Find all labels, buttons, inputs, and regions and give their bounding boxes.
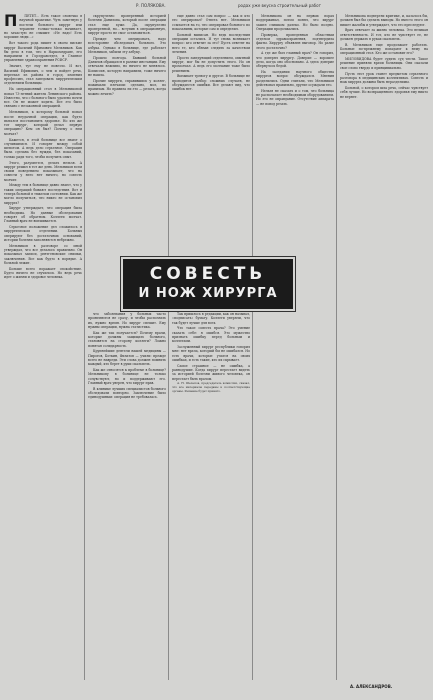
paragraph: Как же относятся к проблеме в больнице? Мельникову в больнице не только сочувствуют, но и поддерживают его. Главный врач уверен, что хирург прав.: [88, 368, 166, 385]
column-rule: [336, 14, 337, 680]
paragraph: Больше всего поражает спокойствие. Будто ничего не случилось. Но ведь речь идет о жизни и здоровье человека.: [4, 266, 82, 280]
paragraph: Просто заведующий отделением, опытный хирург, мог бы не допустить этого. Но он промолчал. А ведь его молчание тоже было решением.: [172, 55, 250, 73]
paragraph: Как же так получается? Почему врачи, которые должны защищать больного, становятся на сторону коллеги? Ложно понятая солидарность.: [88, 330, 166, 348]
author-signature: А. АЛЕКСАНДРОВ.: [350, 684, 393, 689]
paragraph: Мельникова подвергли критике, и, казалось бы, должен был бы сделать выводы. Но вместо этого он пишет жалобы и утверждает, что его преследуют.: [340, 14, 428, 27]
paragraph: Кажется, в этой больнице все знают о случившемся. И говорят между собой шепотом. А ведь дело серьезное. Операция была сделана без нужды, без показаний, только ради того, чтобы получить опыт.: [4, 137, 82, 159]
paragraph: Так пришлось в редакции, как он называл, «подписать» бумагу. Коллеги уверяли, что так будет лучше для всех.: [172, 312, 250, 325]
header-right-fragment: родах уже вкусна строительный работ: [238, 3, 321, 8]
paragraph: Вызывает тревогу и другое. В больнице не проводится разбор сложных случаев, не обсуждаются ошибки. Все делают вид, что ошибок нет.: [172, 74, 250, 92]
column-rule: [252, 14, 253, 680]
paragraph: Значит, тут ему не повезло. И вот, Василий Ефимович, о чем и пойдет речь, переехал из района в город, изменил профессию, стал заведовать хирургическим отделением больницы.: [4, 64, 82, 86]
paragraph: Больной выписан. Но ведь последствия операции остались. И тут снова возникает вопрос: кто ответит за это? Пусть ответят на него те, кто обязан следить за качеством лечения.: [172, 32, 250, 54]
paragraph: Проверка, проведенная областным отделом здравоохранения, подтвердила факты. Хирургу объявлен выговор. Но разве этого достаточно?: [256, 32, 334, 50]
paragraph: Мельникова он на первых порах поддерживал, потом понял, что хирург зашел слишком далеко. Но было поздно. Операции продолжались.: [256, 14, 334, 31]
article-column-3-lower: [172, 312, 250, 678]
paragraph: На операционный стол в Мельниковой попал 73-летний житель Ленинского района. Известно, что с больного было удалено почти все. Он не может ходить. Все это было связано с незаконной операцией.: [4, 87, 82, 109]
paragraph: Мельников, к которому больной попал после неудачной операции, как будто пытался восстановить здоровье. Но кто же тот хирург, который делал первую операцию? Кем он был? Почему о нем молчат?: [4, 110, 82, 136]
paragraph: Крупнейшие деятели нашей медицины — Пирогов, Боткин, Филатов — учили: прежде всего не навреди. Эти слова должен помнить каждый, кто берет в руки скальпель.: [88, 349, 166, 367]
paragraph: На заседании научного общества хирургов вопрос обсуждался. Мнения разделились. Одни считали, что Мельников действовал правильно, другие осуждали его.: [256, 70, 334, 87]
paragraph: В. Мельников еще продолжает работать. Больные по-прежнему попадают к нему на операционный стол. Кто же остановит его?: [340, 42, 428, 56]
column-rule: [168, 14, 169, 680]
paragraph: А. Н. Шелепов, председатель комиссии, сказал, что все материалы переданы в соответствующие органы. Решение будет принято.: [172, 381, 250, 393]
paragraph: Вот такого рода пишет в своем письме хирург Василий Ефимович Мельников. Как бы дело в том, что в Наркомздраве, его направили в Горздравотдел, в Главное управление здравоохранения РСФСР.: [4, 41, 82, 63]
paragraph: Мельников в разговоре со мной утверждал, что все делалось правильно. Он показывал записи, рентгеновские снимки, заключения. Все как будто в порядке. А больной лежит.: [4, 243, 82, 266]
paragraph: Этого, разумеется, делать нельзя. А хирург решил в тот же день. Мельников всем своим поведением показывает, что на совести у него нет ничего, но совесть молчит.: [4, 160, 82, 182]
paragraph: Прочие хирурги, справившись у коллег, пожимали плечами: сделано, мол, по правилам. Но правила ли это — резать, когда можно лечить?: [88, 78, 166, 96]
paragraph: Врач отвечает за жизнь человека. Это великая ответственность. И тот, кто не чувствует ее, не должен держать в руках скальпель.: [340, 28, 428, 41]
paragraph: ПЕТЕТ... Есть такое словечко в научной практике. Чуть заметную у постели больного хирург или терапевт только-только начинает, но зачастую не слышит: «Не надо! Есть хорошие люди...»: [4, 14, 82, 40]
column-rule: [84, 14, 85, 680]
article-column-2-upper: [88, 14, 166, 252]
paragraph: МИЛОВИДОВА будет судить суд чести. Такое решение приняли врачи больницы. Они сказали свое слово твердо и принципиально.: [340, 57, 428, 70]
paragraph: Прежде чем оперировать, надо всесторонне обследовать больного. Это азбука. Однако в больнице, где работает Мельников, забыли эту азбуку.: [88, 36, 166, 54]
paragraph: Хирург утверждает, что операция была необходима. Но данные обследования говорят об обратном. Коллеги молчат. Главный врач не вмешивается.: [4, 206, 82, 224]
paragraph: В клинике лучших специалистов больного обследовали повторно. Заключение было единодушным: операция не требовалась.: [88, 386, 166, 400]
article-column-5: [340, 14, 428, 678]
drop-cap: П: [4, 14, 18, 30]
paragraph: скрупулезно проверенный историей болезни Данилова, который после операции стал еще хуже. Да, скрупулезно проверенной, но... вступив в операционную, хирург просто не смог остановиться.: [88, 14, 166, 36]
article-column-2-lower: [88, 312, 166, 678]
paragraph: Больной, о котором шла речь, сейчас чувствует себя лучше. Но возвращенного здоровья ему никто не вернет.: [340, 85, 428, 99]
paragraph: Прошло полгода. Бывший больной Данилов обращался в разные инстанции. Ему отвечали вежливо, но ничего не менялось. Комиссия, которую направили, тоже ничего не нашла.: [88, 55, 166, 77]
headline-line-1: СОВЕСТЬ: [149, 264, 267, 284]
paragraph: что заболевания у больных часто проявляются не сразу, и чтобы распознать их, нужно время. Но хирург спешит. Ему нужны операции, нужна статистика.: [88, 312, 166, 329]
article-column-1: [4, 14, 82, 678]
paragraph: А где же был главный врач? Он говорил, что доверял хирургу. Доверие — хорошее дело, когда оно обосновано. А здесь доверие обернулось бедой.: [256, 51, 334, 69]
paragraph: Самое страшное — не ошибка, а равнодушие. Когда хирург перестает видеть за историей болезни живого человека, он перестает быть врачом.: [172, 363, 250, 381]
paragraph: Заслуженный хирург республики говорил мне: нет врача, который бы не ошибался. Но есть врачи, которые учатся на своих ошибках, и есть такие, кто их скрывает.: [172, 345, 250, 362]
paragraph: еще давно стал сам вопрос — как и кто его оперировал? Ответа нет. Мельников ссылается на то, что оперировал больного по показаниям, которые сам и определил.: [172, 14, 250, 31]
paragraph: Пусть этот урок станет предметом серьезного разговора в медицинских коллективах. Совесть и нож хирурга должны быть неразделимы.: [340, 71, 428, 85]
header-left-fragment: Р. ПОЛЯКОВА.: [136, 3, 166, 8]
paragraph: Серьезное положение дел сложилось в хирургическом отделении. Больных оперируют без достаточных оснований, истории болезни заполняются небрежно.: [4, 225, 82, 243]
paragraph: Нельзя не сказать и о том, что больница не располагает необходимым оборудованием. Но это не оправдание. Отсутствие аппарата — не повод резать.: [256, 88, 334, 106]
headline-line-2: И НОЖ ХИРУРГА: [138, 286, 278, 301]
article-column-3-upper: [172, 14, 250, 252]
article-column-4: [256, 14, 334, 678]
paragraph: Между тем в больнице давно знают, что у таких операций бывают последствия. Вот и теперь больной в тяжелом состоянии. Как же могло получиться, что никто не остановил хирурга?: [4, 183, 82, 205]
top-strip: [0, 0, 433, 12]
paragraph: Что такое совесть врача? Это умение сказать себе: я ошибся. Это мужество признать ошибку перед больным и коллегами.: [172, 326, 250, 344]
